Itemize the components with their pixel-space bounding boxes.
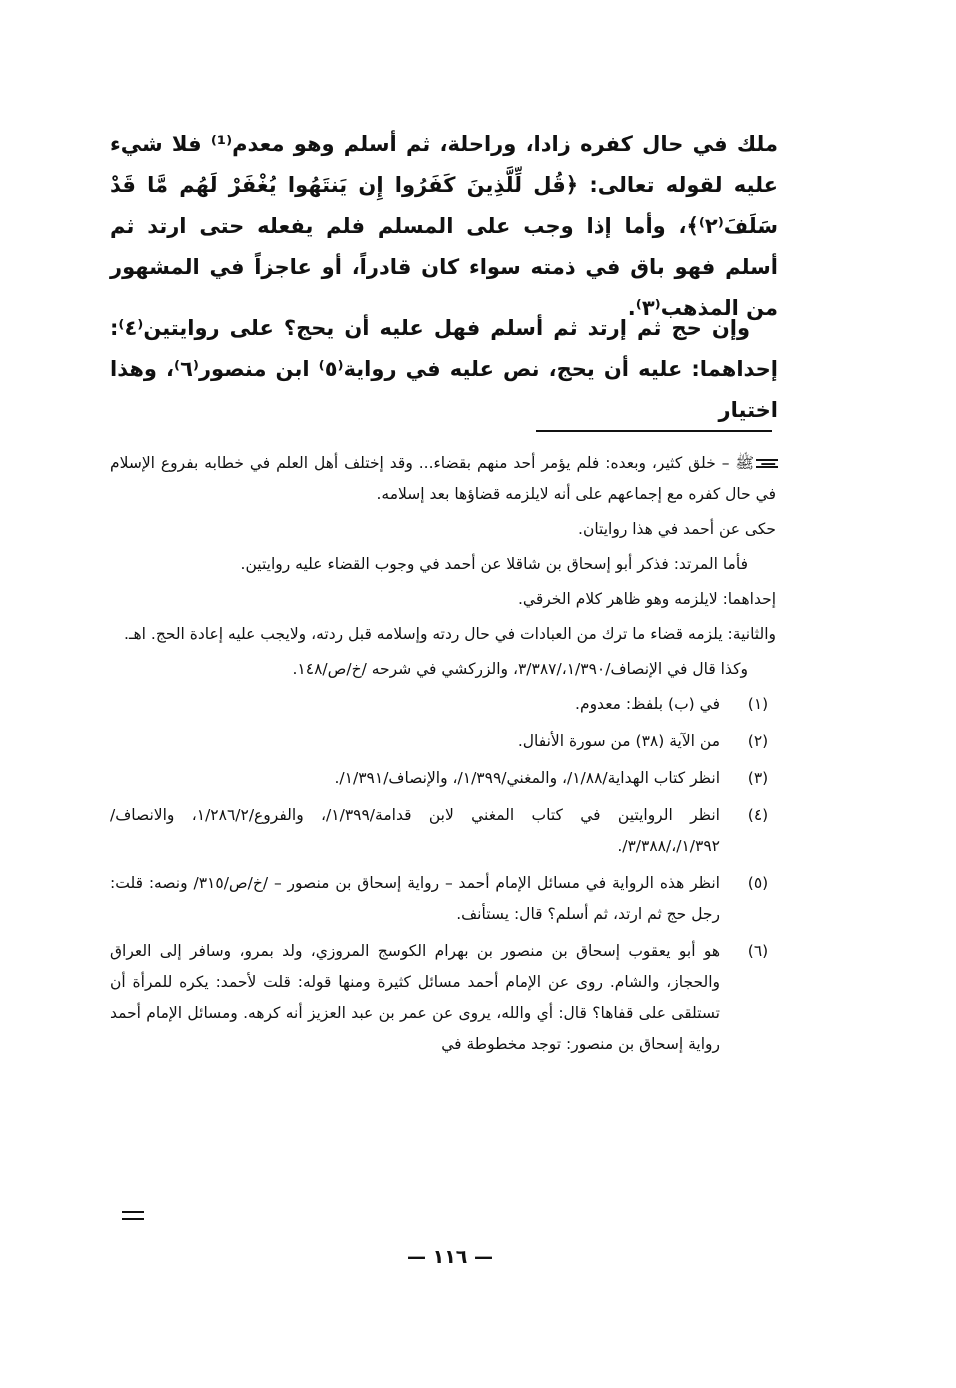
footnote-separator <box>536 430 772 432</box>
footnote-text: انظر هذه الرواية في مسائل الإمام أحمد – رواية إسحاق بن منصور – /خ/ص/٣١٥/ ونصه: قلت: رجل حج ثم ارتد، ثم أسلم؟ قال: يستأنف. <box>110 874 720 923</box>
footnote-continuation-line-6: وكذا قال في الإنصاف/١/٣٩٠،/٣/٣٨٧، والزركشي في شرحه /خ/ص/١٤٨. <box>292 660 748 678</box>
footnote-number: (٤) <box>747 806 769 824</box>
footnote-continuation-line-2: حكى عن أحمد في هذا روايتان. <box>578 520 776 538</box>
footnote-text: انظر كتاب الهداية/١/٨٨/، والمغني/١/٣٩٩/، والإنصاف/١/٣٩١/. <box>334 769 720 787</box>
footnote-number: (٢) <box>747 732 769 750</box>
footnote-number: (٦) <box>747 942 769 960</box>
main-paragraph-2: وإن حج ثم إرتد ثم أسلم فهل عليه أن يحج؟ على روايتين⁽٤⁾: إحداهما: عليه أن يحج، نص عليه في رواية⁽٥⁾ ابن منصور⁽٦⁾، وهذا اختيار <box>110 316 778 422</box>
footnote-item <box>110 726 776 757</box>
main-text-block-2 <box>110 308 778 431</box>
footnotes-section <box>110 448 776 1066</box>
footnote-text: انظر الروايتين في كتاب المغني لابن قدامة/١/٣٩٩/، والفروع/١/٢٨٦/٢، والانصاف/١/٣٩٢/،/٣/٣٨٨/. <box>110 806 720 855</box>
footnote-number: (٥) <box>747 874 769 892</box>
footnote-item <box>110 689 776 720</box>
footnote-number: (٣) <box>747 769 769 787</box>
dash-mark-icon: — <box>754 454 776 472</box>
footnote-continuation-line-5: والثانية: يلزمه قضاء ما ترك من العبادات في حال ردته وإسلامه قبل ردته، ولايجب عليه إعادة الحج. اهـ. <box>124 625 776 643</box>
footnote-continuation-line-3: فأما المرتد: فذكر أبو إسحاق بن شاقلا عن أحمد في وجوب القضاء عليه روايتين. <box>240 555 748 573</box>
footnote-item <box>110 868 776 930</box>
footnote-text: في (ب) بلفظ: معدوم. <box>575 695 720 713</box>
page-number: — ١١٦ — <box>406 1246 494 1268</box>
footnote-item <box>110 936 776 1060</box>
footnote-continuation-line-1: — ﷺ – خلق كثير، وبعده: فلم يؤمر أحد منهم بقضاء... وقد إختلف أهل العلم في خطابه بفروع الإسلام في حال كفره مع إجماعهم على أنه لايلزمه قضاؤها بعد إسلامه. <box>110 454 776 503</box>
main-text-block <box>110 124 778 329</box>
footnote-item <box>110 800 776 862</box>
footnote-item <box>110 763 776 794</box>
main-paragraph-1: ملك في حال كفره زادا، وراحلة، ثم أسلم وهو معدم⁽¹⁾ فلا شيء عليه لقوله تعالى: ﴿قُل لِّلَّذِينَ كَفَرُوا إِن يَنتَهُوا يُغْفَرْ لَهُم مَّا قَدْ سَلَفَ⁽٢⁾﴾، وأما إذا وجب على المسلم فلم يفعله حتى ارتد ثم أسلم فهو باق في ذمته سواء كان قادراً، أو عاجزاً في المشهور من المذهب⁽٣⁾. <box>110 132 778 320</box>
footnote-continuation-line-4: إحداهما: لايلزمه وهو ظاهر كلام الخرقي. <box>517 590 776 608</box>
footnote-text: هو أبو يعقوب إسحاق بن منصور بن بهرام الكوسج المروزي، ولد بمرو، وسافر إلى العراق والحجاز، والشام. روى عن الإمام أحمد مسائل كثيرة ومنها قوله: قلت لأحمد: يكره للمرأة أن تستلقى على قفاها؟ قال: أي والله، يروى عن عمر بن عبد العزيز أنه كرهه. ومسائل الإمام أحمد رواية إسحاق بن منصور: توجد مخطوطة في <box>110 942 720 1053</box>
footnote-number: (١) <box>747 695 769 713</box>
continuation-mark-icon <box>122 1211 144 1220</box>
footnote-text: من الآية (٣٨) من سورة الأنفال. <box>517 732 720 750</box>
